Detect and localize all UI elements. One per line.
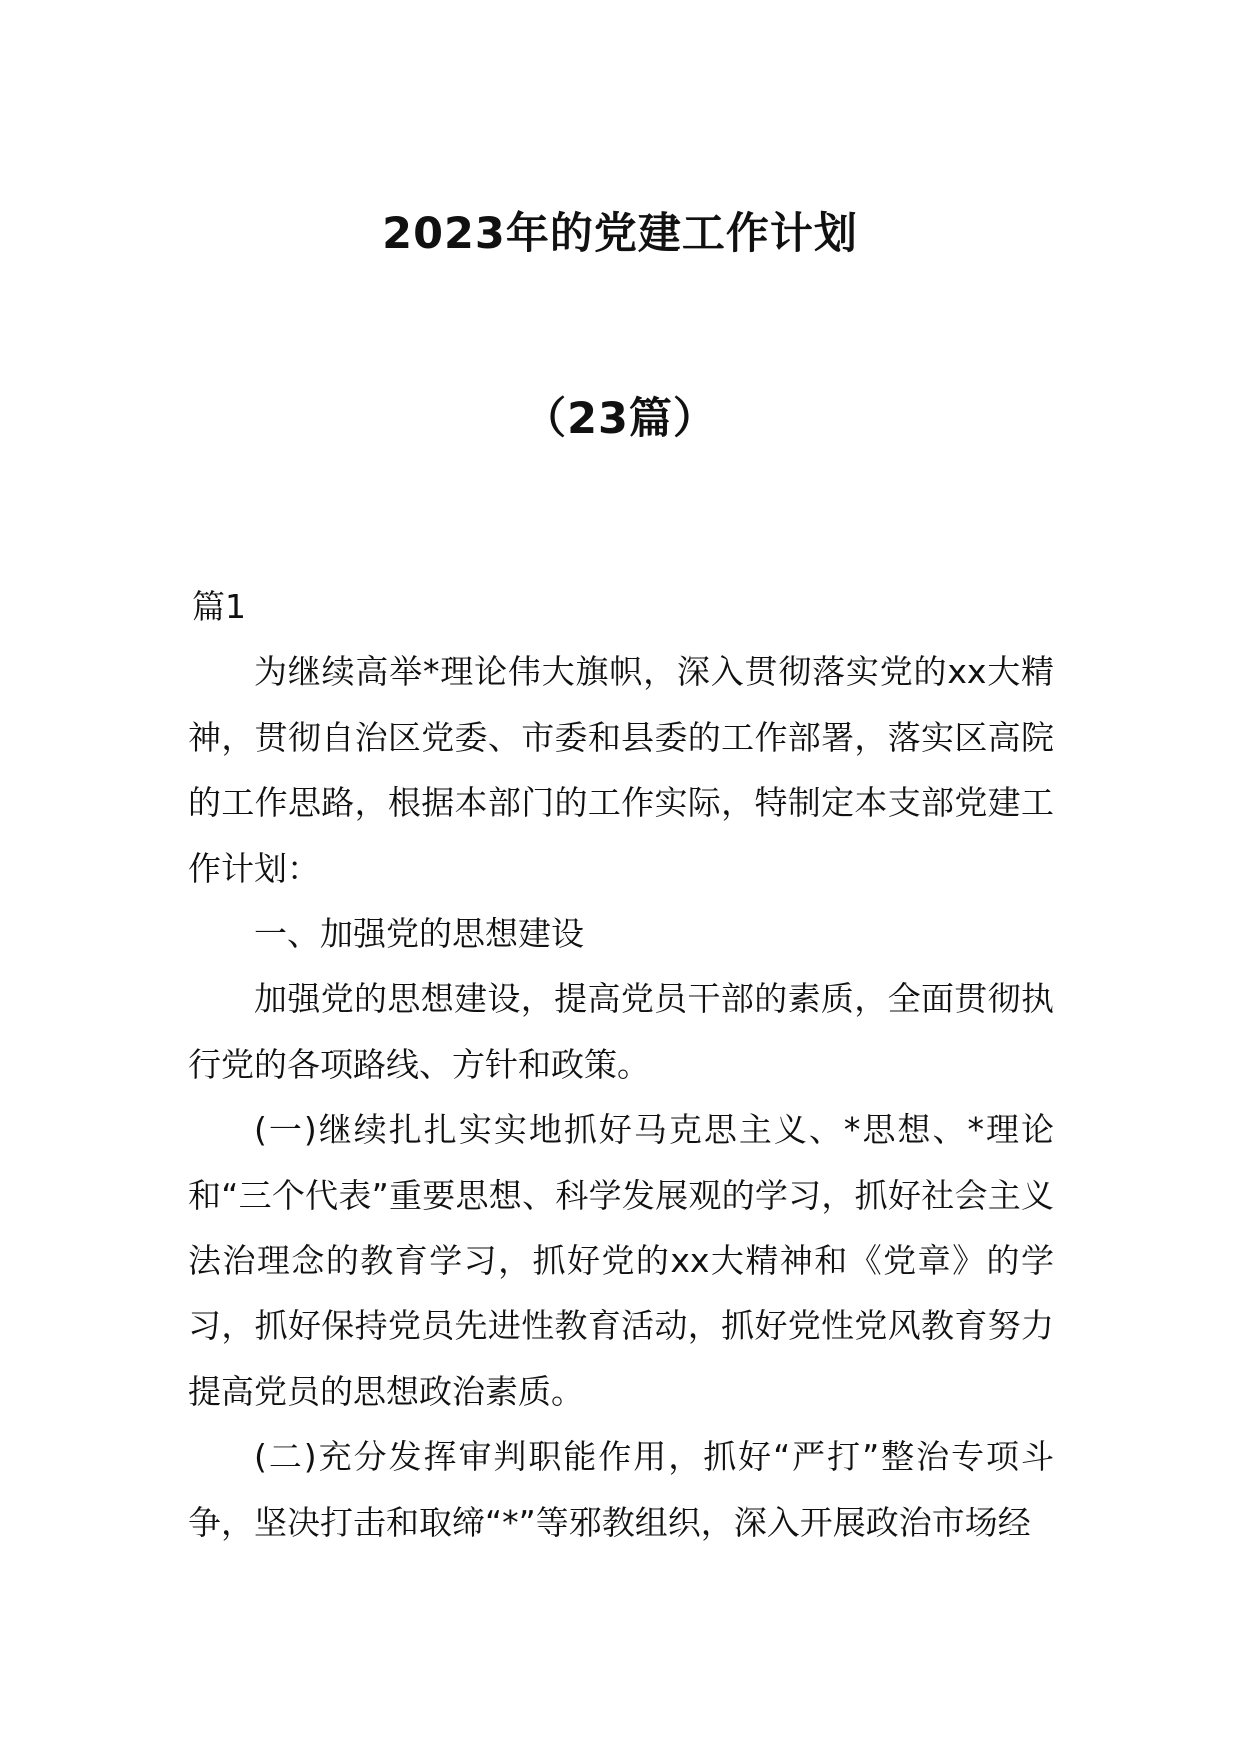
paragraph-item-one: (一)继续扎扎实实地抓好马克思主义、*思想、*理论和“三个代表”重要思想、科学发展观的学习，抓好社会主义法治理念的教育学习，抓好党的xx大精神和《党章》的学习，抓好保持党员先进性教育活动，抓好党性党风教育努力提高党员的思想政治素质。 — [188, 1110, 1054, 1411]
paragraph-intro: 为继续高举*理论伟大旗帜，深入贯彻落实党的xx大精神，贯彻自治区党委、市委和县委的工作部署，落实区高院的工作思路，根据本部门的工作实际，特制定本支部党建工作计划： — [188, 652, 1054, 888]
document-subtitle: （23篇） — [523, 394, 717, 444]
document-body — [188, 574, 1054, 1555]
heading-section-one: 一、加强党的思想建设 — [254, 914, 584, 954]
document-title: 2023年的党建工作计划 — [382, 209, 858, 259]
paragraph-item-two: (二)充分发挥审判职能作用，抓好“严打”整治专项斗争，坚决打击和取缔“*”等邪教组织，深入开展政治市场经 — [188, 1437, 1054, 1542]
section-label: 篇1 — [192, 587, 246, 626]
paragraph-section-one: 加强党的思想建设，提高党员干部的素质，全面贯彻执行党的各项路线、方针和政策。 — [188, 979, 1054, 1084]
